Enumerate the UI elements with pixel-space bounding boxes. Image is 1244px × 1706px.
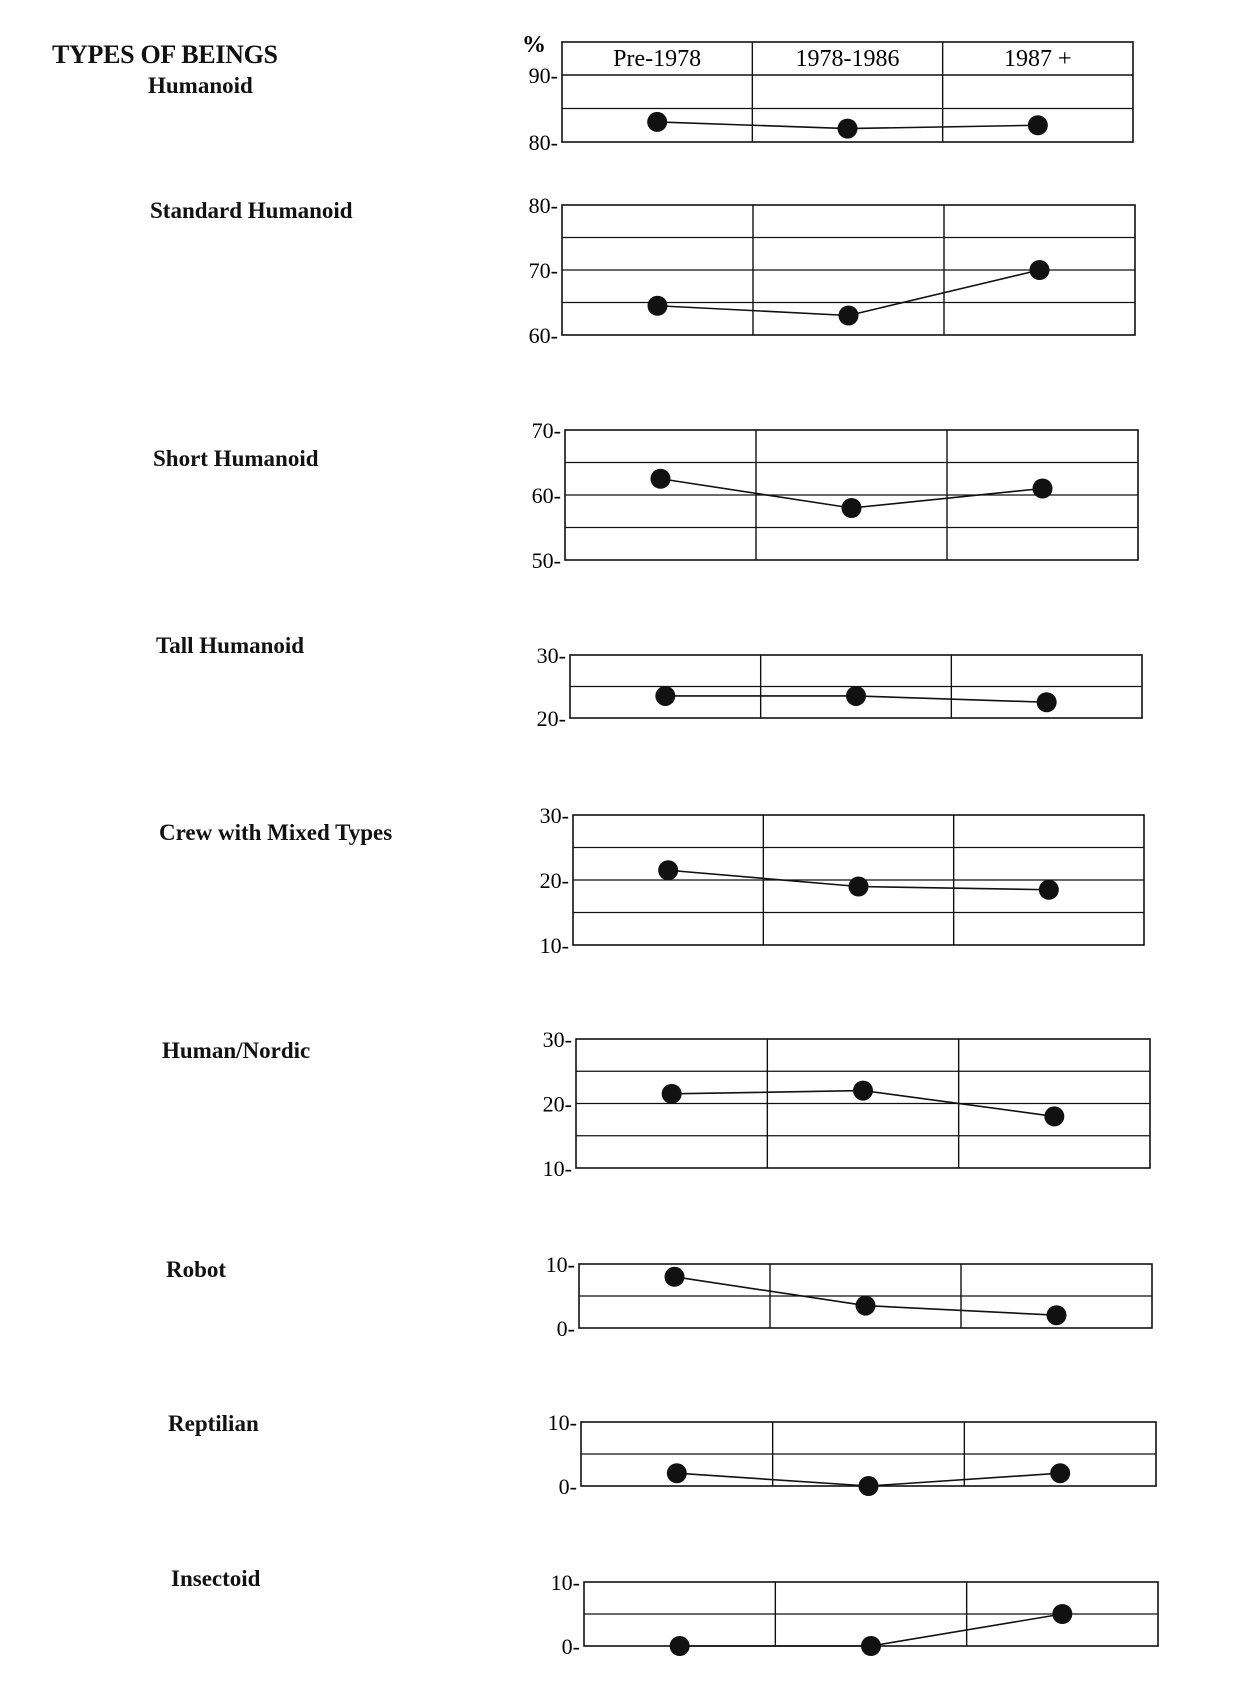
unit-label: % <box>522 32 546 58</box>
y-tick-label: 20- <box>536 706 566 731</box>
category-label: 1978-1986 <box>795 46 900 72</box>
data-point <box>1044 1106 1064 1126</box>
data-point <box>842 498 862 518</box>
row-label: Reptilian <box>168 1411 259 1436</box>
y-tick-label: 80- <box>528 130 558 155</box>
data-point <box>658 860 678 880</box>
row-label: Insectoid <box>171 1566 261 1591</box>
data-point <box>1033 479 1053 499</box>
y-tick-label: 90- <box>528 63 558 88</box>
data-point <box>1050 1463 1070 1483</box>
data-point <box>1039 880 1059 900</box>
data-point <box>846 686 866 706</box>
y-tick-label: 20- <box>539 868 569 893</box>
y-tick-label: 30- <box>539 803 569 828</box>
y-tick-label: 60- <box>531 483 561 508</box>
y-tick-label: 0- <box>561 1634 580 1659</box>
data-point <box>849 877 869 897</box>
y-tick-label: 10- <box>542 1156 572 1181</box>
y-tick-label: 70- <box>528 258 558 283</box>
y-tick-label: 0- <box>558 1474 577 1499</box>
row-label: Tall Humanoid <box>156 633 305 658</box>
y-tick-label: 30- <box>542 1027 572 1052</box>
data-point <box>667 1463 687 1483</box>
y-tick-label: 70- <box>531 418 561 443</box>
data-point <box>1037 692 1057 712</box>
y-tick-label: 60- <box>528 323 558 348</box>
y-tick-label: 30- <box>536 643 566 668</box>
data-point <box>1030 260 1050 280</box>
y-tick-label: 0- <box>556 1316 575 1341</box>
data-point <box>1028 115 1048 135</box>
row-label: Robot <box>166 1257 227 1282</box>
data-point <box>838 119 858 139</box>
category-label: 1987 + <box>1004 46 1072 72</box>
category-label: Pre-1978 <box>613 46 702 72</box>
y-tick-label: 20- <box>542 1091 572 1117</box>
row-label: Human/Nordic <box>162 1038 311 1063</box>
data-point <box>853 1081 873 1101</box>
data-point <box>647 112 667 132</box>
row-label: Crew with Mixed Types <box>159 820 393 845</box>
data-point <box>1052 1604 1072 1624</box>
data-point <box>670 1636 690 1656</box>
data-point <box>648 296 668 316</box>
data-point <box>655 686 675 706</box>
data-point <box>662 1084 682 1104</box>
y-tick-label: 10- <box>539 933 569 958</box>
y-tick-label: 50- <box>531 548 561 573</box>
data-point <box>856 1296 876 1316</box>
data-point <box>861 1636 881 1656</box>
y-tick-label: 10- <box>550 1570 580 1595</box>
y-tick-label: 80- <box>528 193 558 218</box>
row-label: Humanoid <box>148 73 253 98</box>
y-tick-label: 10- <box>545 1252 575 1277</box>
data-point <box>1047 1305 1067 1325</box>
data-point <box>665 1267 685 1287</box>
row-label: Short Humanoid <box>153 446 319 471</box>
row-label: Standard Humanoid <box>150 198 353 223</box>
data-point <box>651 469 671 489</box>
data-point <box>839 306 859 326</box>
y-tick-label: 10- <box>547 1410 577 1435</box>
data-point <box>859 1476 879 1496</box>
chart-title: TYPES OF BEINGS <box>52 40 278 69</box>
